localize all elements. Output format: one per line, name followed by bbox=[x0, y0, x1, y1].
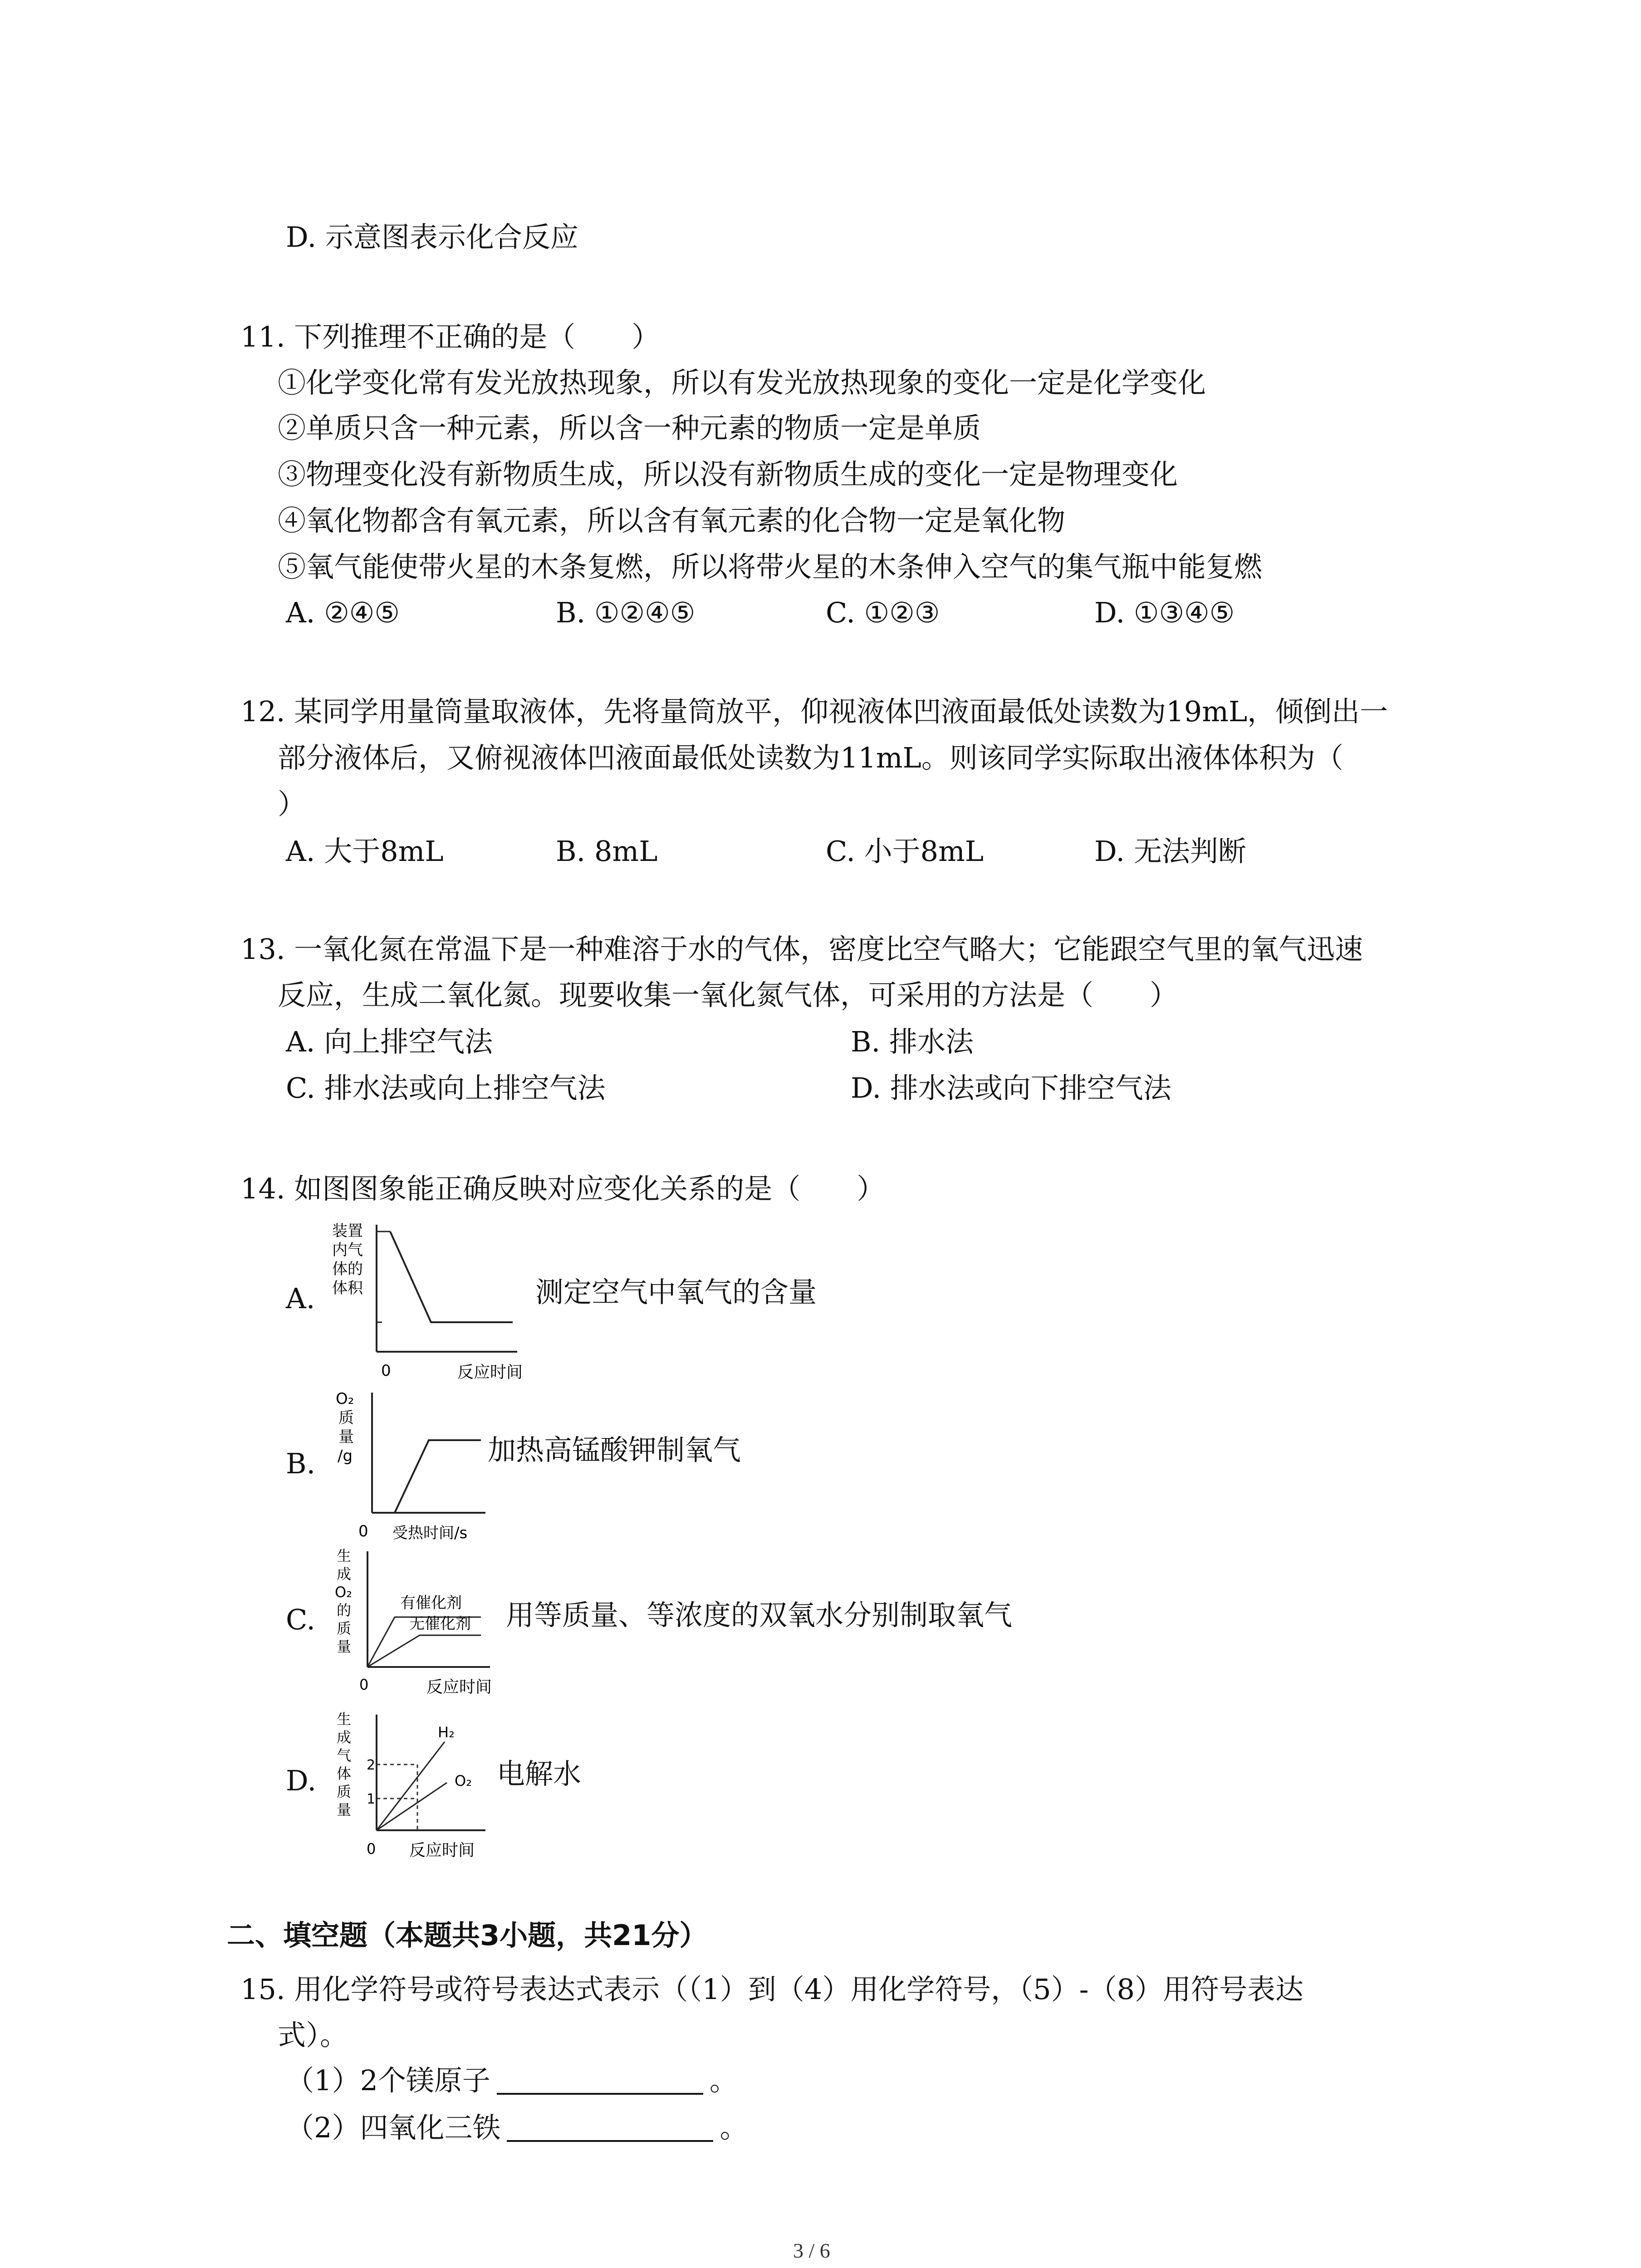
q14-a-ylabel-4: 体积 bbox=[332, 1279, 363, 1297]
page-number: 3 / 6 bbox=[793, 2239, 830, 2262]
q14-a-ylabel-3: 体的 bbox=[332, 1260, 363, 1278]
q14-c-ylabel-3: O₂ bbox=[335, 1584, 353, 1601]
q14-b-desc: 加热高锰酸钾制氧气 bbox=[488, 1433, 741, 1466]
q15-part-2 bbox=[286, 2111, 748, 2144]
q14-a-label: A. bbox=[286, 1282, 315, 1315]
section-2-title: 二、填空题（本题共3小题，共21分） bbox=[227, 1919, 708, 1952]
q14-c-label: C. bbox=[286, 1603, 315, 1636]
q11-option-d: D. ①③④⑤ bbox=[1094, 596, 1235, 629]
q14-d-desc: 电解水 bbox=[497, 1757, 582, 1790]
q14-b-ylabel-4: /g bbox=[338, 1447, 353, 1465]
q14-d-ylabel-1: 生 bbox=[337, 1711, 352, 1728]
q15-line-1: 15. 用化学符号或符号表达式表示（（1）到（4）用化学符号，（5）-（8）用符号表达 bbox=[240, 1973, 1304, 2006]
q13-option-a: A. 向上排空气法 bbox=[286, 1025, 493, 1058]
q14-a-xlabel: 反应时间 bbox=[457, 1363, 523, 1382]
q14-b-ylabel-1: O₂ bbox=[336, 1390, 354, 1408]
q11-option-c: C. ①②③ bbox=[826, 596, 940, 629]
q14-c-desc: 用等质量、等浓度的双氧水分别制取氧气 bbox=[506, 1598, 1013, 1632]
q11-item-1: ①化学变化常有发光放热现象，所以有发光放热现象的变化一定是化学变化 bbox=[278, 366, 1206, 399]
q14-c-ylabel-1: 生 bbox=[337, 1547, 352, 1564]
q13-option-c: C. 排水法或向上排空气法 bbox=[286, 1071, 606, 1105]
q14-b-xlabel: 受热时间/s bbox=[392, 1524, 468, 1542]
q14-c-origin: 0 bbox=[359, 1676, 369, 1693]
q14-d-graph bbox=[331, 1708, 522, 1876]
q14-d-ylabel-2: 成 bbox=[337, 1729, 352, 1746]
q12-option-a: A. 大于8mL bbox=[286, 835, 444, 868]
q15-part-2-period: 。 bbox=[720, 2111, 748, 2144]
q14-a-origin: 0 bbox=[381, 1362, 391, 1380]
q15-part-2-text: （2）四氧化三铁 bbox=[286, 2111, 501, 2144]
q15-part-1-period: 。 bbox=[709, 2064, 738, 2097]
q14-c-ylabel-4: 的 bbox=[337, 1602, 352, 1619]
q12-option-b: B. 8mL bbox=[556, 835, 658, 868]
q11-stem: 11. 下列推理不正确的是（ ） bbox=[240, 320, 660, 353]
q14-d-ytick-1: 1 bbox=[367, 1791, 376, 1807]
q11-option-b: B. ①②④⑤ bbox=[556, 596, 696, 629]
q12-line-2: 部分液体后，又俯视液体凹液面最低处读数为11mL。则该同学实际取出液体体积为（ bbox=[278, 741, 1343, 774]
q12-option-c: C. 小于8mL bbox=[826, 835, 984, 868]
q11-item-2: ②单质只含一种元素，所以含一种元素的物质一定是单质 bbox=[278, 411, 981, 445]
q14-b-curve bbox=[372, 1440, 481, 1513]
q13-option-b: B. 排水法 bbox=[851, 1025, 974, 1058]
q14-c-curve-no-catalyst bbox=[367, 1635, 481, 1667]
q15-part-1 bbox=[286, 2064, 738, 2097]
q15-line-2: 式）。 bbox=[278, 2019, 348, 2052]
q14-b-ylabel-3: 量 bbox=[338, 1428, 354, 1446]
q14-d-ylabel-3: 气 bbox=[337, 1747, 352, 1764]
q14-d-curve-h2 bbox=[377, 1742, 445, 1830]
q14-c-series-2: 无催化剂 bbox=[409, 1615, 471, 1633]
q14-c-ylabel-5: 质 bbox=[337, 1620, 352, 1637]
q13-line-2: 反应，生成二氧化氮。现要收集一氧化氮气体，可采用的方法是（ ） bbox=[278, 978, 1178, 1012]
q14-b-origin: 0 bbox=[358, 1522, 368, 1540]
q11-item-3: ③物理变化没有新物质生成，所以没有新物质生成的变化一定是物理变化 bbox=[278, 458, 1178, 491]
q12-line-3: ） bbox=[278, 787, 306, 821]
q12-option-d: D. 无法判断 bbox=[1094, 835, 1246, 868]
q12-line-1: 12. 某同学用量筒量取液体，先将量筒放平，仰视液体凹液面最低处读数为19mL，倾倒出一 bbox=[240, 695, 1388, 728]
q14-b-ylabel-2: 质 bbox=[338, 1409, 354, 1427]
q14-a-graph bbox=[331, 1218, 540, 1390]
q11-item-4: ④氧化物都含有氧元素，所以含有氧元素的化合物一定是氧化物 bbox=[278, 504, 1066, 537]
q14-a-ylabel-2: 内气 bbox=[332, 1241, 363, 1259]
q14-a-ylabel-1: 装置 bbox=[332, 1222, 363, 1240]
q10-option-d: D. 示意图表示化合反应 bbox=[286, 220, 578, 254]
q14-a-desc: 测定空气中氧气的含量 bbox=[535, 1276, 817, 1309]
q14-d-ylabel-5: 质 bbox=[337, 1783, 352, 1800]
q14-a-curve bbox=[390, 1232, 513, 1322]
q14-stem: 14. 如图图象能正确反映对应变化关系的是（ ） bbox=[240, 1172, 885, 1205]
q13-option-d: D. 排水法或向下排空气法 bbox=[851, 1071, 1171, 1105]
q14-b-graph bbox=[331, 1386, 522, 1549]
q13-line-1: 13. 一氧化氮在常温下是一种难溶于水的气体，密度比空气略大；它能跟空气里的氧气迅速 bbox=[240, 933, 1363, 966]
q14-c-graph bbox=[331, 1545, 522, 1712]
q14-c-ylabel-2: 成 bbox=[337, 1565, 352, 1583]
q14-c-xlabel: 反应时间 bbox=[426, 1678, 492, 1696]
q14-d-ylabel-4: 体 bbox=[337, 1765, 352, 1782]
q14-b-label: B. bbox=[286, 1447, 316, 1480]
q14-d-xlabel: 反应时间 bbox=[409, 1841, 475, 1860]
q14-d-ytick-2: 2 bbox=[367, 1757, 376, 1773]
q14-d-series-o2: O₂ bbox=[455, 1772, 472, 1789]
q15-part-2-blank[interactable] bbox=[507, 2114, 713, 2142]
q14-c-series-1: 有催化剂 bbox=[400, 1594, 462, 1612]
q15-part-1-text: （1）2个镁原子 bbox=[286, 2064, 490, 2097]
q14-d-ylabel-6: 量 bbox=[337, 1801, 352, 1818]
q11-item-5: ⑤氧气能使带火星的木条复燃，所以将带火星的木条伸入空气的集气瓶中能复燃 bbox=[278, 550, 1263, 583]
q14-c-ylabel-6: 量 bbox=[337, 1638, 352, 1655]
q15-part-1-blank[interactable] bbox=[497, 2067, 703, 2095]
q14-d-curve-o2 bbox=[377, 1783, 447, 1830]
q14-d-series-h2: H₂ bbox=[438, 1724, 455, 1741]
q14-d-label: D. bbox=[286, 1764, 317, 1797]
q11-option-a: A. ②④⑤ bbox=[286, 596, 400, 629]
q14-d-origin: 0 bbox=[367, 1840, 376, 1857]
